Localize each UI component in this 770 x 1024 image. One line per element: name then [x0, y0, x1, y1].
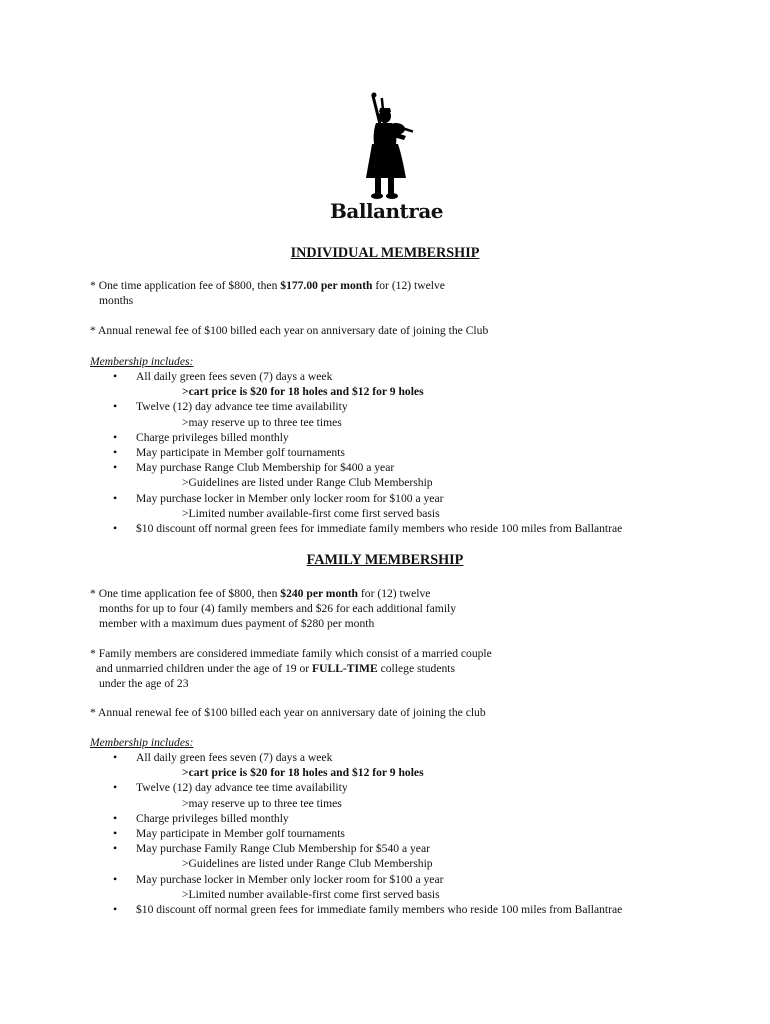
family-fee-term: for (12) twelve [358, 587, 431, 600]
item-subtext: >may reserve up to three tee times [182, 415, 342, 429]
list-item [110, 460, 710, 490]
individual-fee-amount: $177.00 per month [280, 279, 373, 292]
individual-fee-paragraph [90, 278, 690, 308]
item-text: May participate in Member golf tournaments [136, 827, 345, 841]
item-text: May purchase Range Club Membership for $400 a year [136, 461, 395, 475]
item-text: May participate in Member golf tournaments [136, 446, 345, 460]
family-members-fulltime: FULL-TIME [312, 662, 378, 676]
item-subtext: >Guidelines are listed under Range Club Membership [182, 857, 433, 871]
list-item [110, 445, 710, 460]
family-fee-amount: $240 per month [280, 587, 359, 600]
item-text: May purchase locker in Member only locker room for $100 a year [136, 872, 444, 886]
item-text: Twelve (12) day advance tee time availability [136, 400, 348, 414]
item-subtext: >Guidelines are listed under Range Club Membership [182, 476, 433, 490]
family-fee-line3: member with a maximum dues payment of $280 per month [99, 617, 375, 631]
item-text: Charge privileges billed monthly [136, 430, 289, 444]
list-item [110, 872, 710, 902]
family-members-line2-end: college students [377, 662, 455, 676]
family-includes-label: Membership includes: [90, 736, 194, 749]
individual-membership-heading: INDIVIDUAL MEMBERSHIP [290, 245, 480, 261]
list-item [110, 369, 710, 399]
item-text: $10 discount off normal green fees for immediate family members who reside 100 miles from Ballantrae [136, 522, 623, 536]
item-text: All daily green fees seven (7) days a week [136, 370, 333, 383]
individual-fee-line2: months [99, 294, 134, 308]
ballantrae-logo [330, 92, 444, 227]
family-fee-text: * One time application fee of $800, then [90, 587, 281, 600]
family-members-line1: * Family members are considered immediate family which consist of a married couple [90, 647, 492, 660]
family-members-line3: under the age of 23 [99, 677, 189, 691]
family-membership-heading: FAMILY MEMBERSHIP [306, 552, 464, 568]
list-item [110, 491, 710, 521]
item-text: Twelve (12) day advance tee time availability [136, 781, 348, 795]
list-item [110, 841, 710, 871]
list-item [110, 826, 710, 841]
individual-includes-list [110, 369, 710, 536]
item-subtext: >cart price is $20 for 18 holes and $12 for 9 holes [182, 385, 424, 399]
family-renewal: * Annual renewal fee of $100 billed each year on anniversary date of joining the club [90, 706, 486, 719]
item-subtext: >Limited number available-first come first served basis [182, 887, 440, 901]
list-item [110, 902, 710, 917]
list-item [110, 780, 710, 810]
individual-renewal: * Annual renewal fee of $100 billed each year on anniversary date of joining the Club [90, 324, 489, 337]
item-text: May purchase Family Range Club Membership for $540 a year [136, 842, 430, 856]
individual-fee-text: * One time application fee of $800, then [90, 279, 281, 292]
family-members-paragraph [90, 646, 690, 692]
list-item [110, 750, 710, 780]
item-subtext: >cart price is $20 for 18 holes and $12 for 9 holes [182, 766, 424, 780]
item-subtext: >may reserve up to three tee times [182, 796, 342, 810]
list-item [110, 521, 710, 536]
list-item [110, 811, 710, 826]
item-text: Charge privileges billed monthly [136, 811, 289, 825]
family-members-line2: and unmarried children under the age of 19 or [96, 662, 313, 676]
list-item [110, 430, 710, 445]
item-text: May purchase locker in Member only locker room for $100 a year [136, 491, 444, 505]
item-subtext: >Limited number available-first come first served basis [182, 506, 440, 520]
individual-fee-term: for (12) twelve [372, 279, 445, 292]
logo-wordmark: Ballantrae [330, 199, 444, 223]
family-includes-list [110, 750, 710, 917]
list-item [110, 399, 710, 429]
item-text: All daily green fees seven (7) days a week [136, 751, 333, 764]
family-fee-line2: months for up to four (4) family members and $26 for each additional family [99, 602, 457, 616]
bagpiper-silhouette-icon [330, 92, 440, 204]
item-text: $10 discount off normal green fees for immediate family members who reside 100 miles from Ballantrae [136, 903, 623, 917]
individual-includes-label: Membership includes: [90, 355, 194, 368]
family-fee-paragraph [90, 586, 690, 632]
